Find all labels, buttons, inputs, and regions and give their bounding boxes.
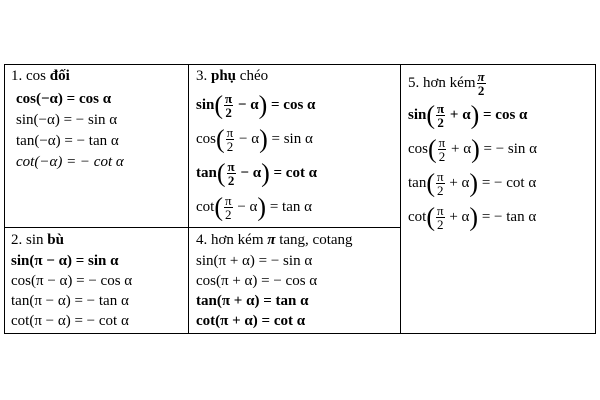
table-border-right bbox=[595, 64, 596, 334]
formula-tan-half-pi-minus: tan( $\frac{\pi}{2}$ − α) = cot α bbox=[196, 158, 318, 189]
section-1-title bbox=[11, 68, 70, 85]
trig-identities-table bbox=[4, 64, 596, 334]
formula-tan-neg: tan(−α) = − tan α bbox=[16, 133, 119, 149]
section-2-title-plain: sin bbox=[26, 232, 44, 248]
section-1-number: 1. bbox=[11, 68, 23, 84]
section-5-title bbox=[408, 66, 487, 100]
formula-cos-half-pi-minus: cos( $\frac{\pi}{2}$ − α) = sin α bbox=[196, 124, 313, 155]
formula-cos-pi-plus: cos(π + α) = − cos α bbox=[196, 273, 318, 289]
formula-cot-pi-minus: cot(π − α) = − cot α bbox=[11, 313, 129, 329]
section-4-title-plain: hơn kém bbox=[211, 232, 264, 248]
section-5-number: 5. bbox=[408, 75, 420, 91]
formula-sin-pi-plus: sin(π + α) = − sin α bbox=[196, 253, 313, 269]
formula-cot-half-pi-minus: cot( $\frac{\pi}{2}$ − α) = tan α bbox=[196, 192, 312, 223]
section-4-title bbox=[196, 232, 353, 249]
formula-cot-neg: cot(−α) = − cot α bbox=[16, 154, 124, 170]
section-1-title-bold: đối bbox=[49, 68, 70, 84]
section-2-title bbox=[11, 232, 64, 249]
formula-cos-pi-minus: cos(π − α) = − cos α bbox=[11, 273, 133, 289]
section-3-number: 3. bbox=[196, 68, 208, 84]
formula-sin-half-pi-minus: sin( $\frac{\pi}{2}$ − α) = cos α bbox=[196, 90, 316, 121]
section-3-title-plain: chéo bbox=[239, 68, 269, 84]
section-5-title-plain: hơn kém bbox=[423, 75, 476, 91]
section-cos-doi bbox=[4, 64, 188, 227]
section-1-title-plain: cos bbox=[26, 68, 46, 84]
section-4-title-symbol: π bbox=[267, 232, 276, 248]
section-phu-cheo bbox=[189, 64, 400, 227]
formula-sin-neg: sin(−α) = − sin α bbox=[16, 112, 118, 128]
formula-tan-pi-minus: tan(π − α) = − tan α bbox=[11, 293, 129, 309]
section-4-number: 4. bbox=[196, 232, 208, 248]
formula-sin-pi-minus: sin(π − α) = sin α bbox=[11, 253, 119, 269]
formula-cot-half-pi-plus: cot( $\frac{\pi}{2}$ + α) = − tan α bbox=[408, 202, 537, 233]
section-sin-bu bbox=[4, 228, 188, 334]
section-3-title-bold: phụ bbox=[211, 68, 237, 84]
section-4-title-rest: tang, cotang bbox=[279, 232, 353, 248]
formula-cos-half-pi-plus: cos( $\frac{\pi}{2}$ + α) = − sin α bbox=[408, 134, 538, 165]
section-hon-kem-half-pi bbox=[401, 64, 595, 334]
formula-cos-neg: cos(−α) = cos α bbox=[16, 91, 112, 107]
section-hon-kem-pi bbox=[189, 228, 400, 334]
formula-sin-half-pi-plus: sin( $\frac{\pi}{2}$ + α) = cos α bbox=[408, 100, 528, 131]
section-2-number: 2. bbox=[11, 232, 23, 248]
section-3-title bbox=[196, 68, 268, 85]
formula-tan-pi-plus: tan(π + α) = tan α bbox=[196, 293, 309, 309]
formula-cot-pi-plus: cot(π + α) = cot α bbox=[196, 313, 306, 329]
section-5-title-fraction: $\frac{\pi}{2}$ bbox=[477, 69, 485, 99]
section-2-title-bold: bù bbox=[47, 232, 64, 248]
formula-tan-half-pi-plus: tan( $\frac{\pi}{2}$ + α) = − cot α bbox=[408, 168, 537, 199]
